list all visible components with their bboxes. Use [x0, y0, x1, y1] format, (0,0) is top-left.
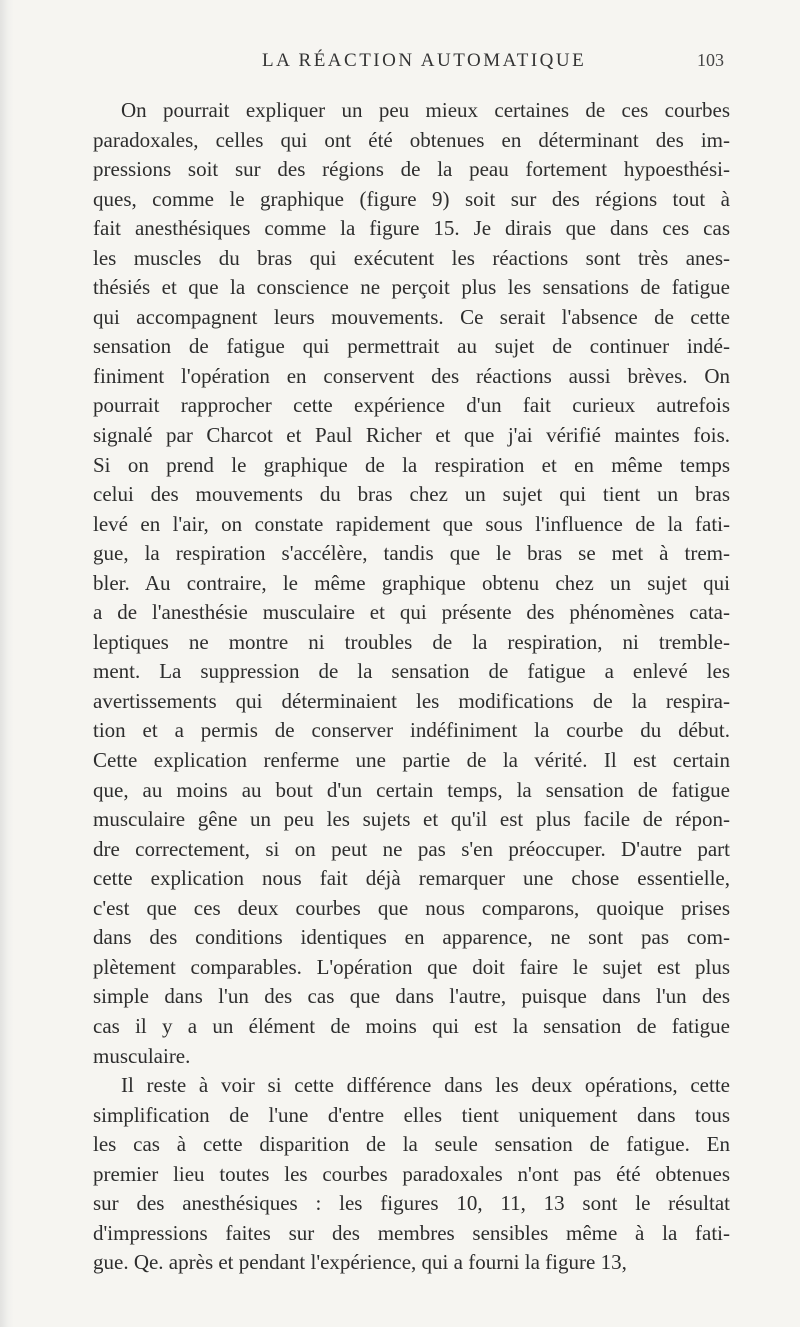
text-line: levé en l'air, on constate rapidement que sous l'influence de la fati- — [93, 511, 730, 536]
text-line: paradoxales, celles qui ont été obtenues en déterminant des im- — [93, 127, 730, 152]
text-line: simple dans l'un des cas que dans l'autre, puisque dans l'un des — [93, 984, 730, 1009]
text-line: ques, comme le graphique (figure 9) soit sur des régions tout à — [93, 186, 730, 211]
text-line: signalé par Charcot et Paul Richer et que j'ai vérifié maintes fois. — [93, 423, 730, 448]
text-line: gue, la respiration s'accélère, tandis que le bras se met à trem- — [93, 541, 730, 566]
text-line: tion et a permis de conserver indéfiniment la courbe du début. — [93, 718, 730, 743]
text-line: musculaire. — [93, 1043, 191, 1068]
text-line: que, au moins au bout d'un certain temps, la sensation de fatigue — [93, 777, 730, 802]
text-line: les cas à cette disparition de la seule sensation de fatigue. En — [93, 1132, 730, 1157]
running-head — [90, 50, 730, 80]
paragraph — [93, 96, 730, 1071]
running-title: LA RÉACTION AUTOMATIQUE — [262, 50, 587, 71]
text-line: gue. Qe. après et pendant l'expérience, qui a fourni la figure 13, — [93, 1250, 627, 1275]
text-line: dre correctement, si on peut ne pas s'en préoccuper. D'autre part — [93, 836, 730, 861]
text-line: musculaire gêne un peu les sujets et qu'il est plus facile de répon- — [93, 807, 730, 832]
text-line: simplification de l'une d'entre elles tient uniquement dans tous — [93, 1102, 730, 1127]
text-line: thésiés et que la conscience ne perçoit plus les sensations de fatigue — [93, 275, 730, 300]
text-line: c'est que ces deux courbes que nous comparons, quoique prises — [93, 895, 730, 920]
text-line: bler. Au contraire, le même graphique obtenu chez un sujet qui — [93, 570, 730, 595]
text-line: pourrait rapprocher cette expérience d'un fait curieux autrefois — [93, 393, 730, 418]
text-line: Si on prend le graphique de la respiration et en même temps — [93, 452, 730, 477]
text-line: d'impressions faites sur des membres sensibles même à la fati- — [93, 1220, 730, 1245]
page-number: 103 — [697, 50, 724, 70]
text-line: plètement comparables. L'opération que doit faire le sujet est plus — [93, 954, 730, 979]
text-line: les muscles du bras qui exécutent les réactions sont très anes- — [93, 245, 730, 270]
text-line: Il reste à voir si cette différence dans les deux opérations, cette — [121, 1073, 730, 1098]
text-line: dans des conditions identiques en apparence, ne sont pas com- — [93, 925, 730, 950]
text-line: a de l'anesthésie musculaire et qui présente des phénomènes cata- — [93, 600, 730, 625]
text-line: celui des mouvements du bras chez un sujet qui tient un bras — [93, 482, 730, 507]
text-line: fait anesthésiques comme la figure 15. Je dirais que dans ces cas — [93, 216, 730, 241]
text-line: finiment l'opération en conservent des réactions aussi brèves. On — [93, 363, 730, 388]
text-line: cette explication nous fait déjà remarquer une chose essentielle, — [93, 866, 730, 891]
body-text — [93, 96, 730, 1278]
text-line: On pourrait expliquer un peu mieux certaines de ces courbes — [121, 98, 730, 122]
text-line: Cette explication renferme une partie de la vérité. Il est certain — [93, 748, 730, 773]
paragraph — [93, 1071, 730, 1278]
text-line: avertissements qui déterminaient les modifications de la respira- — [93, 688, 730, 713]
text-line: premier lieu toutes les courbes paradoxales n'ont pas été obtenues — [93, 1161, 730, 1186]
text-line: ment. La suppression de la sensation de fatigue a enlevé les — [93, 659, 730, 684]
text-line: pressions soit sur des régions de la peau fortement hypoesthési- — [93, 157, 730, 182]
text-line: leptiques ne montre ni troubles de la respiration, ni tremble- — [93, 629, 730, 654]
text-line: sensation de fatigue qui permettrait au sujet de continuer indé- — [93, 334, 730, 359]
text-line: qui accompagnent leurs mouvements. Ce serait l'absence de cette — [93, 304, 730, 329]
text-line: sur des anesthésiques : les figures 10, 11, 13 sont le résultat — [93, 1191, 730, 1216]
text-line: cas il y a un élément de moins qui est la sensation de fatigue — [93, 1013, 730, 1038]
